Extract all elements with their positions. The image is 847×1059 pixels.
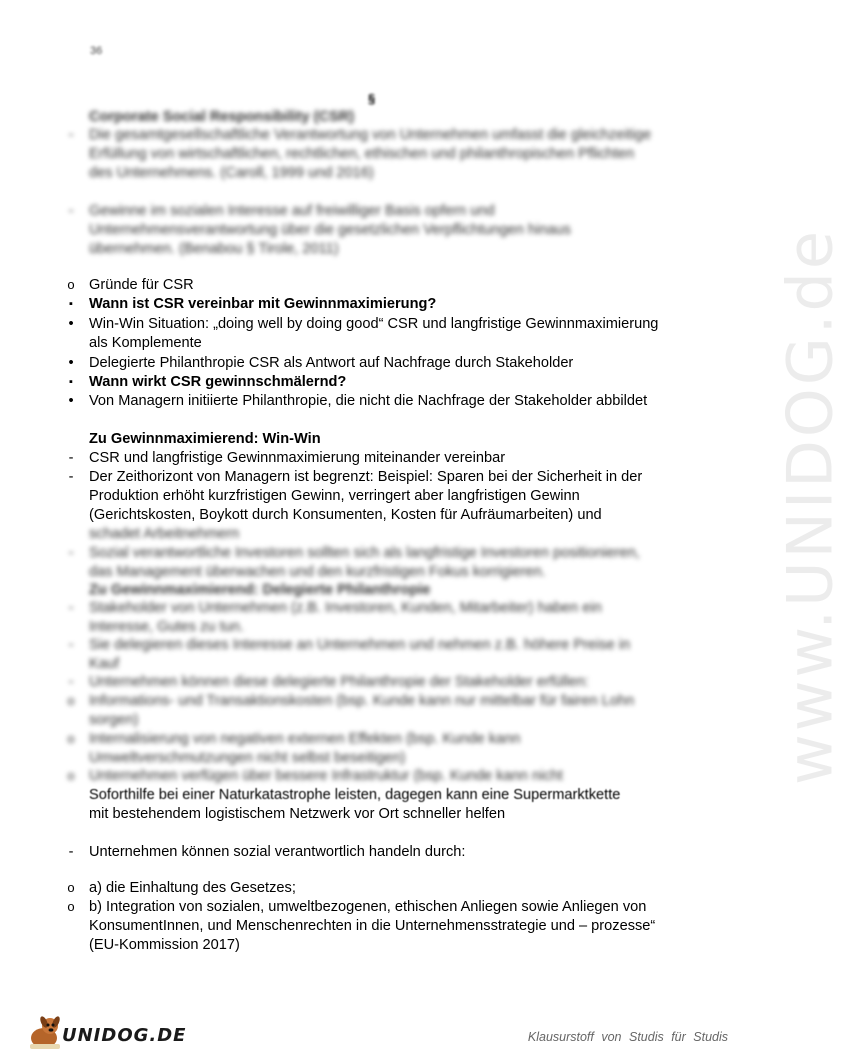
blur-list-item: - Sie delegieren dieses Interesse an Unternehmen und nehmen z.B. höhere Preise in Kauf	[68, 637, 631, 672]
list-item: • Delegierte Philanthropie CSR als Antwort auf Nachfrage durch Stakeholder	[68, 355, 574, 371]
list-item: o a) die Einhaltung des Gesetzes;	[67, 880, 296, 896]
blur-list-item: o Internalisierung von negativen externen Effekten (bsp. Kunde kann Umweltverschmutzungen nicht selbst beseitigen)	[67, 731, 521, 766]
logo-text[interactable]: UNIDOG.DE	[62, 1025, 187, 1046]
blur-subheading: Zu Gewinnmaximierend: Delegierte Philanthropie	[89, 582, 431, 598]
list-item-question: ▪ Wann ist CSR vereinbar mit Gewinnmaximierung?	[69, 296, 437, 312]
list-item-question: ▪ Wann wirkt CSR gewinnschmälernd?	[69, 374, 347, 390]
blur-list-item: - Die gesamtgesellschaftliche Verantwortung von Unternehmen umfasst die gleichzeitige Erfüllung von wirtschaftlichen, rechtlichen, ethischen und philanthropischen Pflichten des Unternehmens. (Caroll, 1999 und 2016)	[68, 127, 652, 181]
list-item: • Von Managern initiierte Philanthropie, die nicht die Nachfrage der Stakeholder abbildet	[68, 393, 648, 409]
section-mark: §	[368, 91, 376, 106]
footer-tagline: Klausurstoff von Studis für Studis	[527, 1030, 728, 1044]
blur-list-item: - Unternehmen können diese delegierte Philanthropie der Stakeholder erfüllen:	[68, 674, 589, 690]
blur-list-item: o Informations- und Transaktionskosten (bsp. Kunde kann nur mittelbar für fairen Lohn sorgen)	[67, 693, 635, 728]
page-number: 36	[90, 45, 103, 57]
blur-list-item: - Stakeholder von Unternehmen (z.B. Investoren, Kunden, Mitarbeiter) haben ein Interesse, Gutes zu tun.	[68, 600, 602, 635]
blur-list-item: - Sozial verantwortliche Investoren sollten sich als langfristige Investoren positionieren, das Management überwachen und den kurzfristigen Fokus korrigieren.	[68, 545, 640, 580]
blur-list-item: o Unternehmen verfügen über bessere Infrastruktur (bsp. Kunde kann nicht	[67, 768, 563, 784]
blur-list-item: - Gewinne im sozialen Interesse auf freiwilliger Basis opfern und Unternehmensverantwortung über die gesetzlichen Verpflichtungen hinaus übernehmen. (Benabou § Tirole, 2011)	[68, 203, 571, 257]
text-line: mit bestehendem logistischem Netzwerk vor Ort schneller helfen	[89, 806, 506, 822]
watermark: www.UNIDOG.de	[773, 228, 847, 785]
blur-line: schadet Arbeitnehmern	[89, 526, 240, 542]
text-line: Soforthilfe bei einer Naturkatastrophe leisten, dagegen kann eine Supermarktkette	[89, 787, 621, 803]
list-item: - Der Zeithorizont von Managern ist begrenzt: Beispiel: Sparen bei der Sicherheit in der Produktion erhöht kurzfristigen Gewinn, verringert aber langfristigen Gewinn (Gerichtskosten, Boykott durch Konsumenten, Kosten für Aufräumarbeiten) und	[68, 469, 643, 523]
list-item: o b) Integration von sozialen, umweltbezogenen, ethischen Anliegen sowie Anliegen von KonsumentInnen, und Menschenrechten in die Unternehmensstrategie und – prozesse“ (EU-Kommission 2017)	[67, 899, 656, 953]
blur-heading: Corporate Social Responsibility (CSR)	[89, 109, 355, 125]
list-item: - Unternehmen können sozial verantwortlich handeln durch:	[68, 844, 466, 860]
list-item: • Win-Win Situation: „doing well by doing good“ CSR und langfristige Gewinnmaximierung als Komplemente	[68, 316, 659, 351]
subheading: Zu Gewinnmaximierend: Win-Win	[89, 431, 321, 447]
list-item: o Gründe für CSR	[67, 277, 194, 293]
list-item: - CSR und langfristige Gewinnmaximierung miteinander vereinbar	[68, 450, 506, 466]
